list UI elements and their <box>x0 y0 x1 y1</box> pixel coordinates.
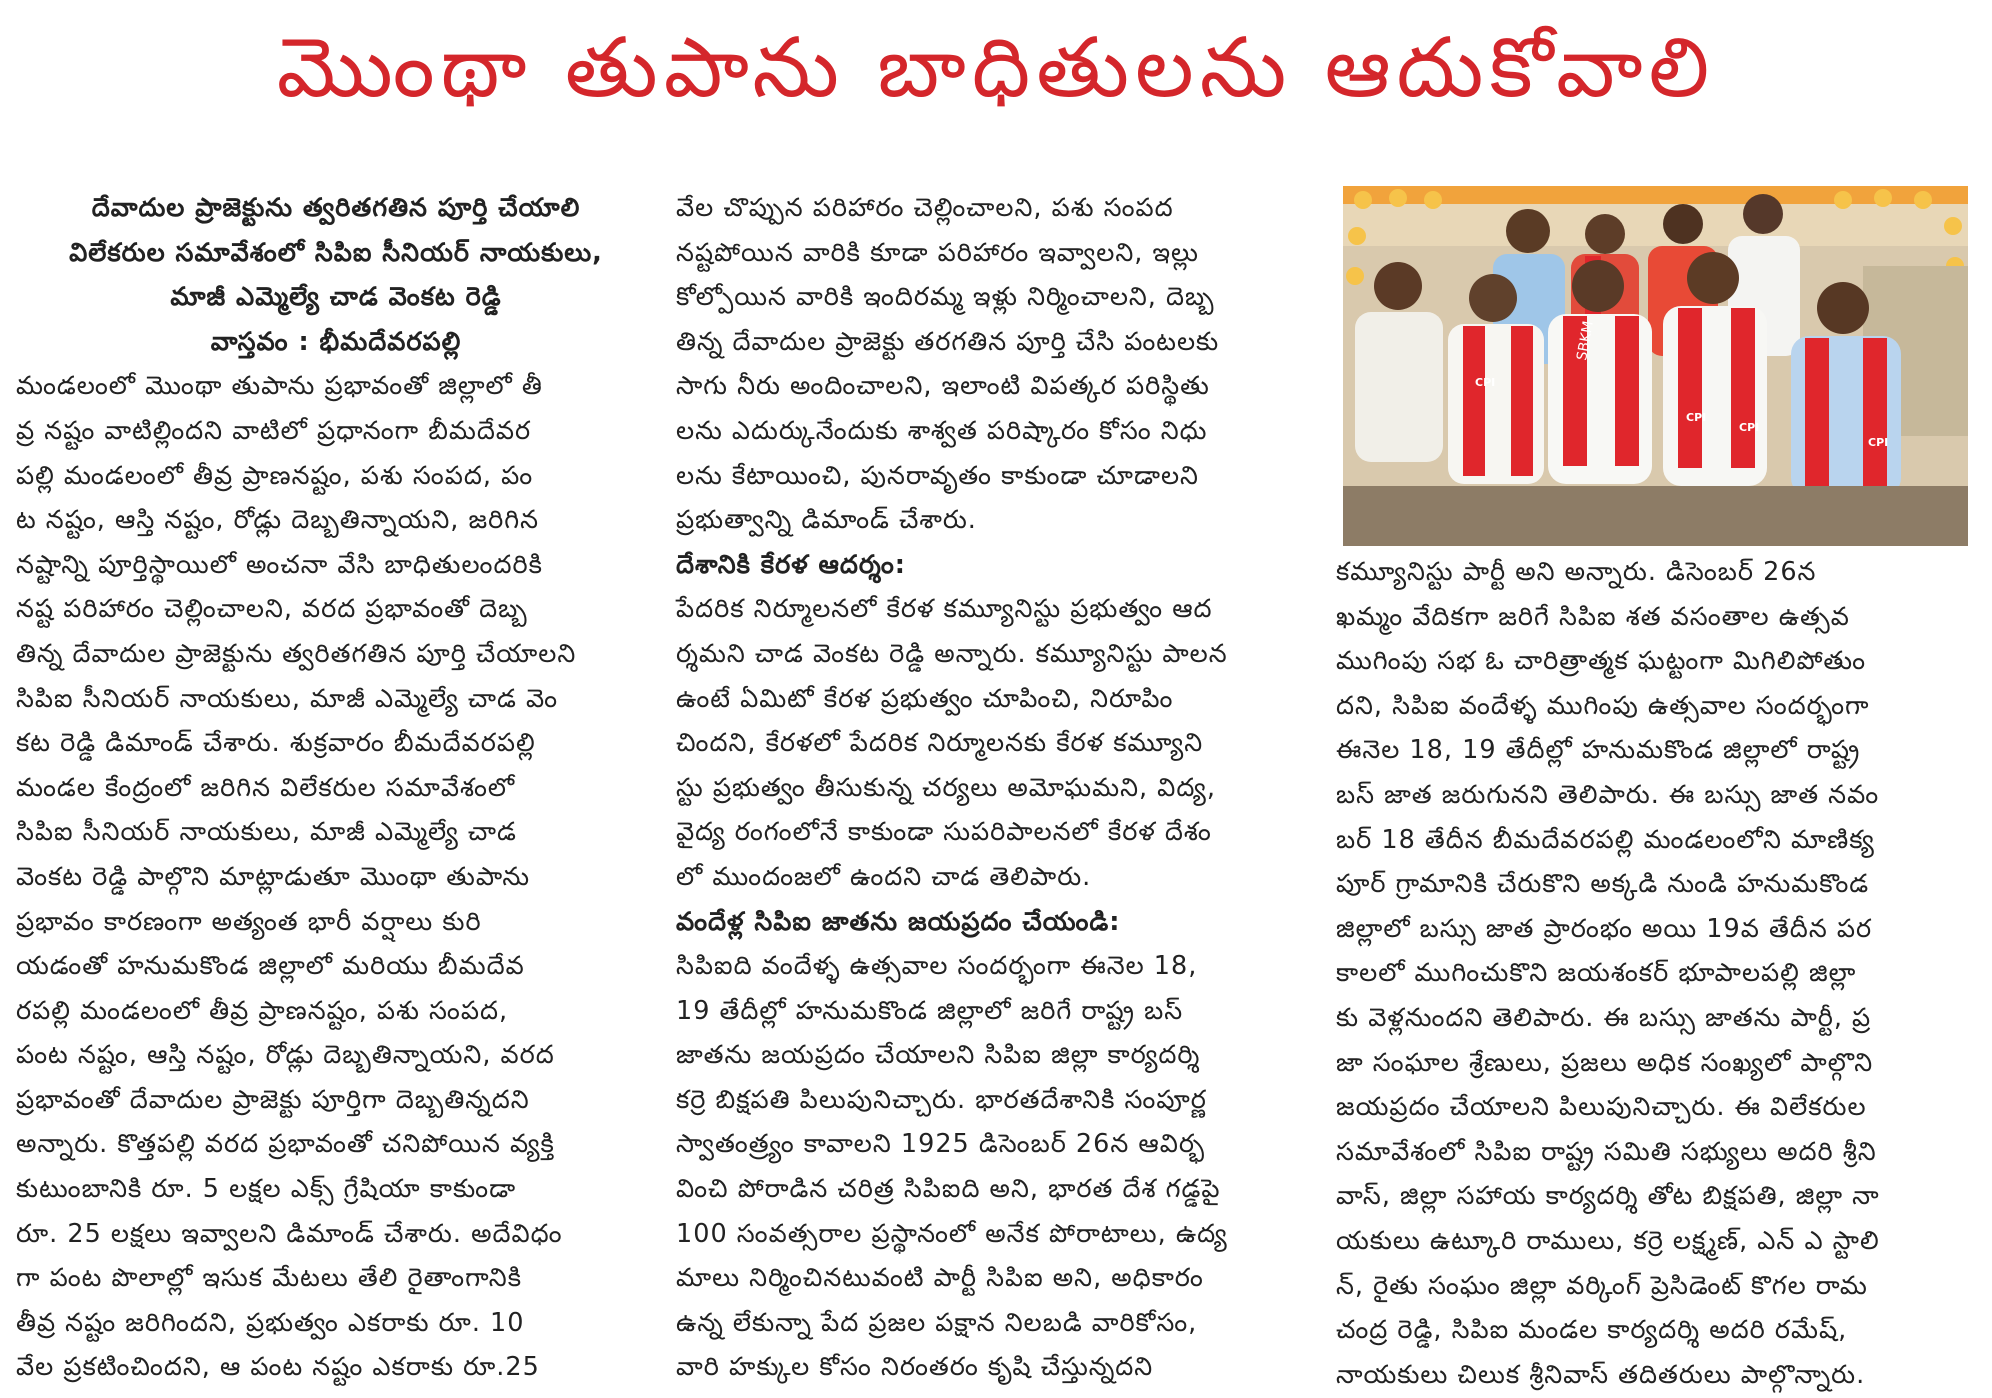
article-line: రూ. 25 లక్షలు ఇవ్వాలని డిమాండ్ చేశారు. అదేవిధం <box>16 1218 563 1249</box>
article-line: కర్రె బిక్షపతి పిలుపునిచ్చారు. భారతదేశానికి సంపూర్ణ <box>676 1084 1207 1115</box>
article-body-column-3 <box>1336 550 1981 1397</box>
article-line: కట రెడ్డి డిమాండ్ చేశారు. శుక్రవారం బీమదేవరపల్లి <box>16 728 536 759</box>
article-line: పేదరిక నిర్మూలనలో కేరళ కమ్యూనిస్టు ప్రభుత్వం ఆద <box>676 594 1213 625</box>
article-line: నష్ట పరిహారం చెల్లించాలని, వరద ప్రభావంతో దెబ్బ <box>16 594 528 625</box>
article-line: చంద్ర రెడ్డి, సిపిఐ మండల కార్యదర్శి అదరి రమేష్, <box>1336 1315 1848 1346</box>
article-line: లను ఎదుర్కునేందుకు శాశ్వత పరిష్కారం కోసం నిధు <box>676 415 1208 446</box>
article-line: యకులు ఉట్కూరి రాములు, కర్రె లక్ష్మణ్, ఎన్ ఎ స్టాలి <box>1336 1225 1880 1256</box>
article-line: సిపిఐ సీనియర్ నాయకులు, మాజీ ఎమ్మెల్యే చాడ <box>16 817 517 848</box>
article-line: వించి పోరాడిన చరిత్ర సిపిఐది అని, భారత దేశ గడ్డపై <box>676 1174 1221 1205</box>
article-line: మాలు నిర్మించినటువంటి పార్టీ సిపిఐ అని, అధికారం <box>676 1263 1204 1294</box>
article-line: కుటుంబానికి రూ. 5 లక్షల ఎక్స్ గ్రేషియా కాకుండా <box>16 1174 517 1205</box>
article-line: సిపిఐది వందేళ్ళ ఉత్సవాల సందర్భంగా ఈనెల 18, <box>676 951 1198 982</box>
article-line: స్వాతంత్ర్యం కావాలని 1925 డిసెంబర్ 26న ఆవిర్భ <box>676 1129 1206 1160</box>
article-line: సిపిఐ సీనియర్ నాయకులు, మాజీ ఎమ్మెల్యే చాడ వెం <box>16 683 559 714</box>
article-line: యడంతో హనుమకొండ జిల్లాలో మరియు బీమదేవ <box>16 951 525 982</box>
article-line: తీవ్ర నష్టం జరిగిందని, ప్రభుత్వం ఎకరాకు రూ. 10 <box>16 1307 525 1338</box>
article-line: తిన్న దేవాదుల ప్రాజెక్టును త్వరితగతిన పూర్తి చేయాలని <box>16 638 577 669</box>
article-line: జాతను జయప్రదం చేయాలని సిపిఐ జిల్లా కార్యదర్శి <box>676 1040 1201 1071</box>
article-line: రపల్లి మండలంలో తీవ్ర ప్రాణనష్టం, పశు సంపద, <box>16 995 509 1026</box>
article-line: లను కేటాయించి, పునరావృతం కాకుండా చూడాలని <box>676 460 1199 491</box>
article-line: వేల చొప్పున పరిహారం చెల్లించాలని, పశు సంపద <box>676 193 1174 223</box>
article-line: స్టు ప్రభుత్వం తీసుకున్న చర్యలు అమోఘమని, విద్య, <box>676 772 1216 803</box>
article-line: దని, సిపిఐ వందేళ్ళ ముగింపు ఉత్సవాల సందర్భంగా <box>1336 690 1870 721</box>
article-line: ఉన్న లేకున్నా పేద ప్రజల పక్షాన నిలబడి వారికోసం, <box>676 1307 1198 1338</box>
article-line: గా పంట పొలాల్లో ఇసుక మేటలు తేలి రైతాంగానికి <box>16 1263 523 1294</box>
article-line: నష్టపోయిన వారికి కూడా పరిహారం ఇవ్వాలని, ఇల్లు <box>676 237 1199 268</box>
article-line: కోల్పోయిన వారికి ఇందిరమ్మ ఇళ్లు నిర్మించాలని, దెబ్బ <box>676 282 1215 313</box>
article-column-3 <box>1336 550 1981 1397</box>
deck-line: దేవాదుల ప్రాజెక్టును త్వరితగతిన పూర్తి చేయాలి <box>91 193 581 223</box>
scarf-banner-text: SBKM <box>1574 319 1597 362</box>
article-line: 100 సంవత్సరాల ప్రస్థానంలో అనేక పోరాటాలు, ఉద్య <box>676 1218 1228 1249</box>
article-line: కు వెళ్లనుందని తెలిపారు. ఈ బస్సు జాతను పార్టీ, ప్ర <box>1336 1002 1872 1033</box>
article-line: తిన్న దేవాదుల ప్రాజెక్టు తరగతిన పూర్తి చేసి పంటలకు <box>676 326 1220 357</box>
article-line: నష్టాన్ని పూర్తిస్థాయిలో అంచనా వేసి బాధితులందరికి <box>16 549 543 580</box>
article-line: ట నష్టం, ఆస్తి నష్టం, రోడ్లు దెబ్బతిన్నాయని, జరిగిన <box>16 505 540 536</box>
scarf-label: CPI <box>1739 421 1760 434</box>
subheading: దేశానికి కేరళ ఆదర్శం: <box>676 549 906 580</box>
article-line: ముగింపు సభ ఓ చారిత్రాత్మక ఘట్టంగా మిగిలిపోతుం <box>1336 646 1867 677</box>
headline: మొంథా తుపాను బాధితులను ఆదుకోవాలి <box>276 20 1716 116</box>
article-line: చిందని, కేరళలో పేదరిక నిర్మూలనకు కేరళ కమ్యూని <box>676 728 1204 759</box>
article-line: ర్శమని చాడ వెంకట రెడ్డి అన్నారు. కమ్యూనిస్టు పాలన <box>676 638 1228 669</box>
article-line: జా సంఘాల శ్రేణులు, ప్రజలు అధిక సంఖ్యలో పాల్గొని <box>1336 1047 1874 1078</box>
article-deck <box>16 186 656 364</box>
scarf-label: CPI <box>1686 411 1707 424</box>
dateline: వాస్తవం : భీమదేవరపల్లి <box>210 326 462 357</box>
cpi-leaders-photo <box>1343 186 1968 546</box>
article-line: బర్ 18 తేదీన బీమదేవరపల్లి మండలంలోని మాణిక్య <box>1336 824 1875 855</box>
article-line: కమ్యూనిస్టు పార్టీ అని అన్నారు. డిసెంబర్ 26న <box>1336 557 1817 587</box>
article-line: వాస్, జిల్లా సహాయ కార్యదర్శి తోట బిక్షపతి, జిల్లా నా <box>1336 1181 1880 1212</box>
article-line: వ్ర నష్టం వాటిల్లిందని వాటిలో ప్రధానంగా బీమదేవర <box>16 415 532 446</box>
article-line: లో ముందంజలో ఉందని చాడ తెలిపారు. <box>676 861 1092 892</box>
article-line: జిల్లాలో బస్సు జాత ప్రారంభం అయి 19వ తేదీన పర <box>1336 913 1873 944</box>
article-body-column-2 <box>676 186 1316 1390</box>
article-line: ఈనెల 18, 19 తేదీల్లో హనుమకొండ జిల్లాలో రాష్ట్ర <box>1336 735 1861 766</box>
subheading: వందేళ్ల సిపిఐ జాతను జయప్రదం చేయండి: <box>676 906 1121 937</box>
article-line: వారి హక్కుల కోసం నిరంతరం కృషి చేస్తున్నదని <box>676 1352 1154 1383</box>
article-line: మండలంలో మొంథా తుపాను ప్రభావంతో జిల్లాలో తీ <box>16 371 543 402</box>
article-column-1 <box>16 186 656 1390</box>
article-line: జయప్రదం చేయాలని పిలుపునిచ్చారు. ఈ విలేకరుల <box>1336 1092 1867 1123</box>
article-line: సాగు నీరు అందించాలని, ఇలాంటి విపత్కర పరిస్థితు <box>676 371 1210 402</box>
article-line: వేల ప్రకటించిందని, ఆ పంట నష్టం ఎకరాకు రూ.25 <box>16 1352 540 1383</box>
article-line: ఉంటే ఏమిటో కేరళ ప్రభుత్వం చూపించి, నిరూపిం <box>676 683 1174 714</box>
article-line: న్, రైతు సంఘం జిల్లా వర్కింగ్ ప్రెసిడెంట్ కొగల రామ <box>1336 1270 1868 1301</box>
news-photo <box>1343 186 1968 546</box>
article-line: వైద్య రంగంలోనే కాకుండా సుపరిపాలనలో కేరళ దేశం <box>676 817 1212 848</box>
article-line: ప్రభావంతో దేవాదుల ప్రాజెక్టు పూర్తిగా దెబ్బతిన్నదని <box>16 1084 530 1115</box>
deck-line: విలేకరుల సమావేశంలో సిపిఐ సీనియర్ నాయకులు, <box>69 237 603 268</box>
article-line: కాలలో ముగించుకొని జయశంకర్ భూపాలపల్లి జిల్లా <box>1336 958 1857 989</box>
article-line: ప్రభుత్వాన్ని డిమాండ్ చేశారు. <box>676 505 977 536</box>
article-line: ఖమ్మం వేదికగా జరిగే సిపిఐ శత వసంతాల ఉత్సవ <box>1336 601 1850 632</box>
article-line: 19 తేదీల్లో హనుమకొండ జిల్లాలో జరిగే రాష్ట్ర బస్ <box>676 995 1184 1026</box>
article-line: పంట నష్టం, ఆస్తి నష్టం, రోడ్లు దెబ్బతిన్నాయని, వరద <box>16 1040 555 1071</box>
article-line: బస్ జాత జరుగునని తెలిపారు. ఈ బస్సు జాత నవం <box>1336 779 1880 810</box>
article-line: వెంకట రెడ్డి పాల్గొని మాట్లాడుతూ మొంథా తుపాను <box>16 861 531 892</box>
article-line: నాయకులు చిలుక శ్రీనివాస్ తదితరులు పాల్గొన్నారు. <box>1336 1359 1866 1390</box>
scarf-label: CPI <box>1475 376 1496 389</box>
article-line: సమావేశంలో సిపిఐ రాష్ట్ర సమితి సభ్యులు అదరి శ్రీని <box>1336 1136 1877 1167</box>
article-column-2 <box>676 186 1316 1390</box>
article-line: పూర్ గ్రామానికి చేరుకొని అక్కడి నుండి హనుమకొండ <box>1336 869 1870 900</box>
article-line: మండల కేంద్రంలో జరిగిన విలేకరుల సమావేశంలో <box>16 772 516 803</box>
deck-line: మాజీ ఎమ్మెల్యే చాడ వెంకట రెడ్డి <box>170 282 502 313</box>
scarf-label: CPI <box>1868 436 1889 449</box>
article-line: అన్నారు. కొత్తపల్లి వరద ప్రభావంతో చనిపోయిన వ్యక్తి <box>16 1129 555 1160</box>
article-body-column-1 <box>16 364 656 1390</box>
article-line: ప్రభావం కారణంగా అత్యంత భారీ వర్షాలు కురి <box>16 906 482 937</box>
article-line: పల్లి మండలంలో తీవ్ర ప్రాణనష్టం, పశు సంపద, పం <box>16 460 534 491</box>
